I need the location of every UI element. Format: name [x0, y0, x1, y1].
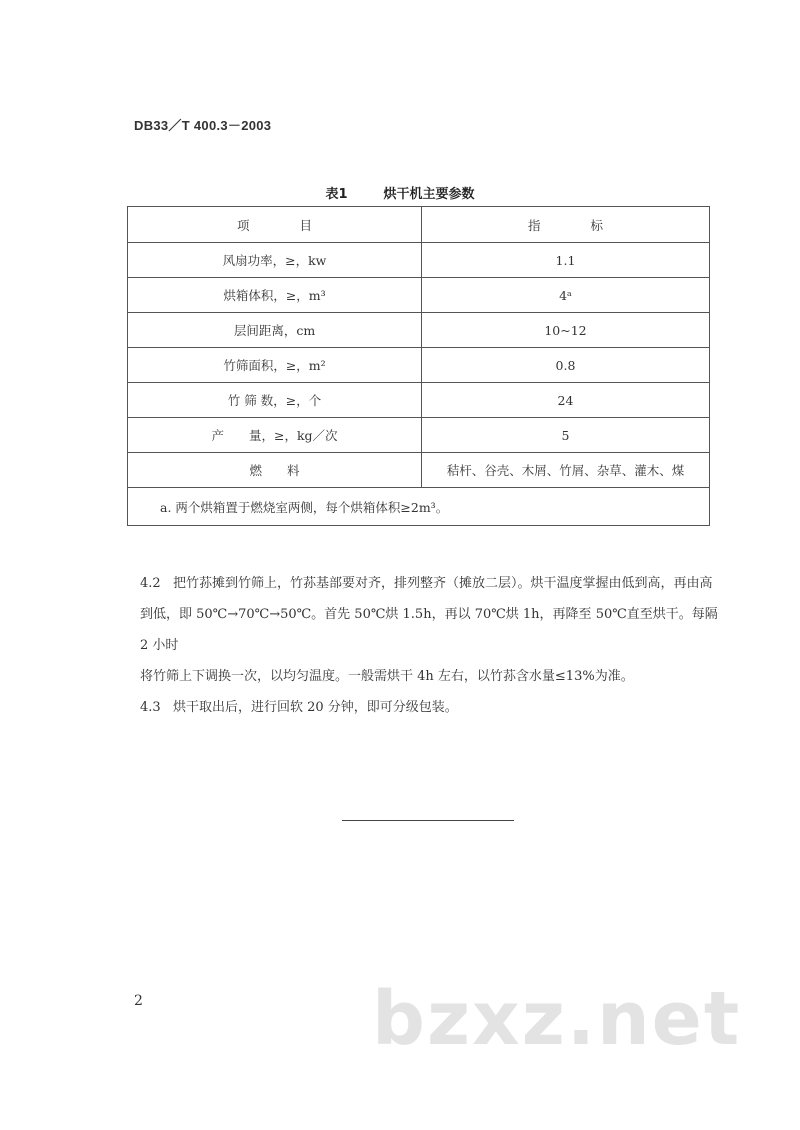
- table-caption-number: 表1: [325, 187, 348, 202]
- table-row: [128, 278, 710, 313]
- table-cell-value: 1.1: [422, 243, 710, 278]
- table-cell-item: 竹筛面积，≥，m²: [128, 348, 422, 383]
- table-row: [128, 348, 710, 383]
- table-footnote-row: [128, 488, 710, 526]
- table-header-value: 指 标: [422, 207, 710, 243]
- table-cell-item: 层间距离，cm: [128, 313, 422, 348]
- table-row: [128, 418, 710, 453]
- table-cell-item: 产 量，≥，kg／次: [128, 418, 422, 453]
- table-row: [128, 313, 710, 348]
- clause-number: 4.2: [140, 576, 161, 591]
- clause-4-2: [140, 568, 720, 599]
- table-row: [128, 383, 710, 418]
- table-footnote: a. 两个烘箱置于燃烧室两侧，每个烘箱体积≥2m³。: [128, 488, 710, 526]
- table-row: [128, 453, 710, 488]
- table-cell-value: 10~12: [422, 313, 710, 348]
- clause-line: 将竹筛上下调换一次，以均匀温度。一般需烘干 4h 左右，以竹荪含水量≤13%为准。: [140, 669, 634, 684]
- table-cell-item: 烘箱体积，≥，m³: [128, 278, 422, 313]
- clause-number: 4.3: [140, 700, 161, 715]
- table-cell-value: 4ᵃ: [422, 278, 710, 313]
- standard-number: DB33／T 400.3－2003: [134, 118, 272, 133]
- end-of-document-rule: [342, 820, 514, 821]
- table-cell-item: 燃 料: [128, 453, 422, 488]
- table-cell-item: 竹 筛 数，≥，个: [128, 383, 422, 418]
- clause-line: 烘干取出后，进行回软 20 分钟，即可分级包装。: [173, 700, 458, 715]
- table-cell-item: 风扇功率，≥，kw: [128, 243, 422, 278]
- table-cell-value: 0.8: [422, 348, 710, 383]
- table-header-row: [128, 207, 710, 243]
- watermark: bzxz.net: [372, 976, 742, 1062]
- table-row: [128, 243, 710, 278]
- clause-4-3: [140, 692, 720, 723]
- clause-line: 把竹荪摊到竹筛上，竹荪基部要对齐，排列整齐（摊放二层）。烘干温度掌握由低到高，再由高: [173, 576, 713, 591]
- table-cell-value: 5: [422, 418, 710, 453]
- clause-line: 到低，即 50℃→70℃→50℃。首先 50℃烘 1.5h，再以 70℃烘 1h，再降至 50℃直至烘干。每隔 2 小时: [140, 607, 718, 653]
- body-text: [140, 568, 720, 723]
- page-number: 2: [134, 993, 143, 1009]
- table-cell-value: 秸杆、谷壳、木屑、竹屑、杂草、灌木、煤: [422, 453, 710, 488]
- table-caption: [0, 183, 800, 202]
- table-caption-title: 烘干机主要参数: [383, 187, 475, 202]
- table-cell-value: 24: [422, 383, 710, 418]
- parameters-table: [127, 206, 710, 526]
- table-header-item: 项 目: [128, 207, 422, 243]
